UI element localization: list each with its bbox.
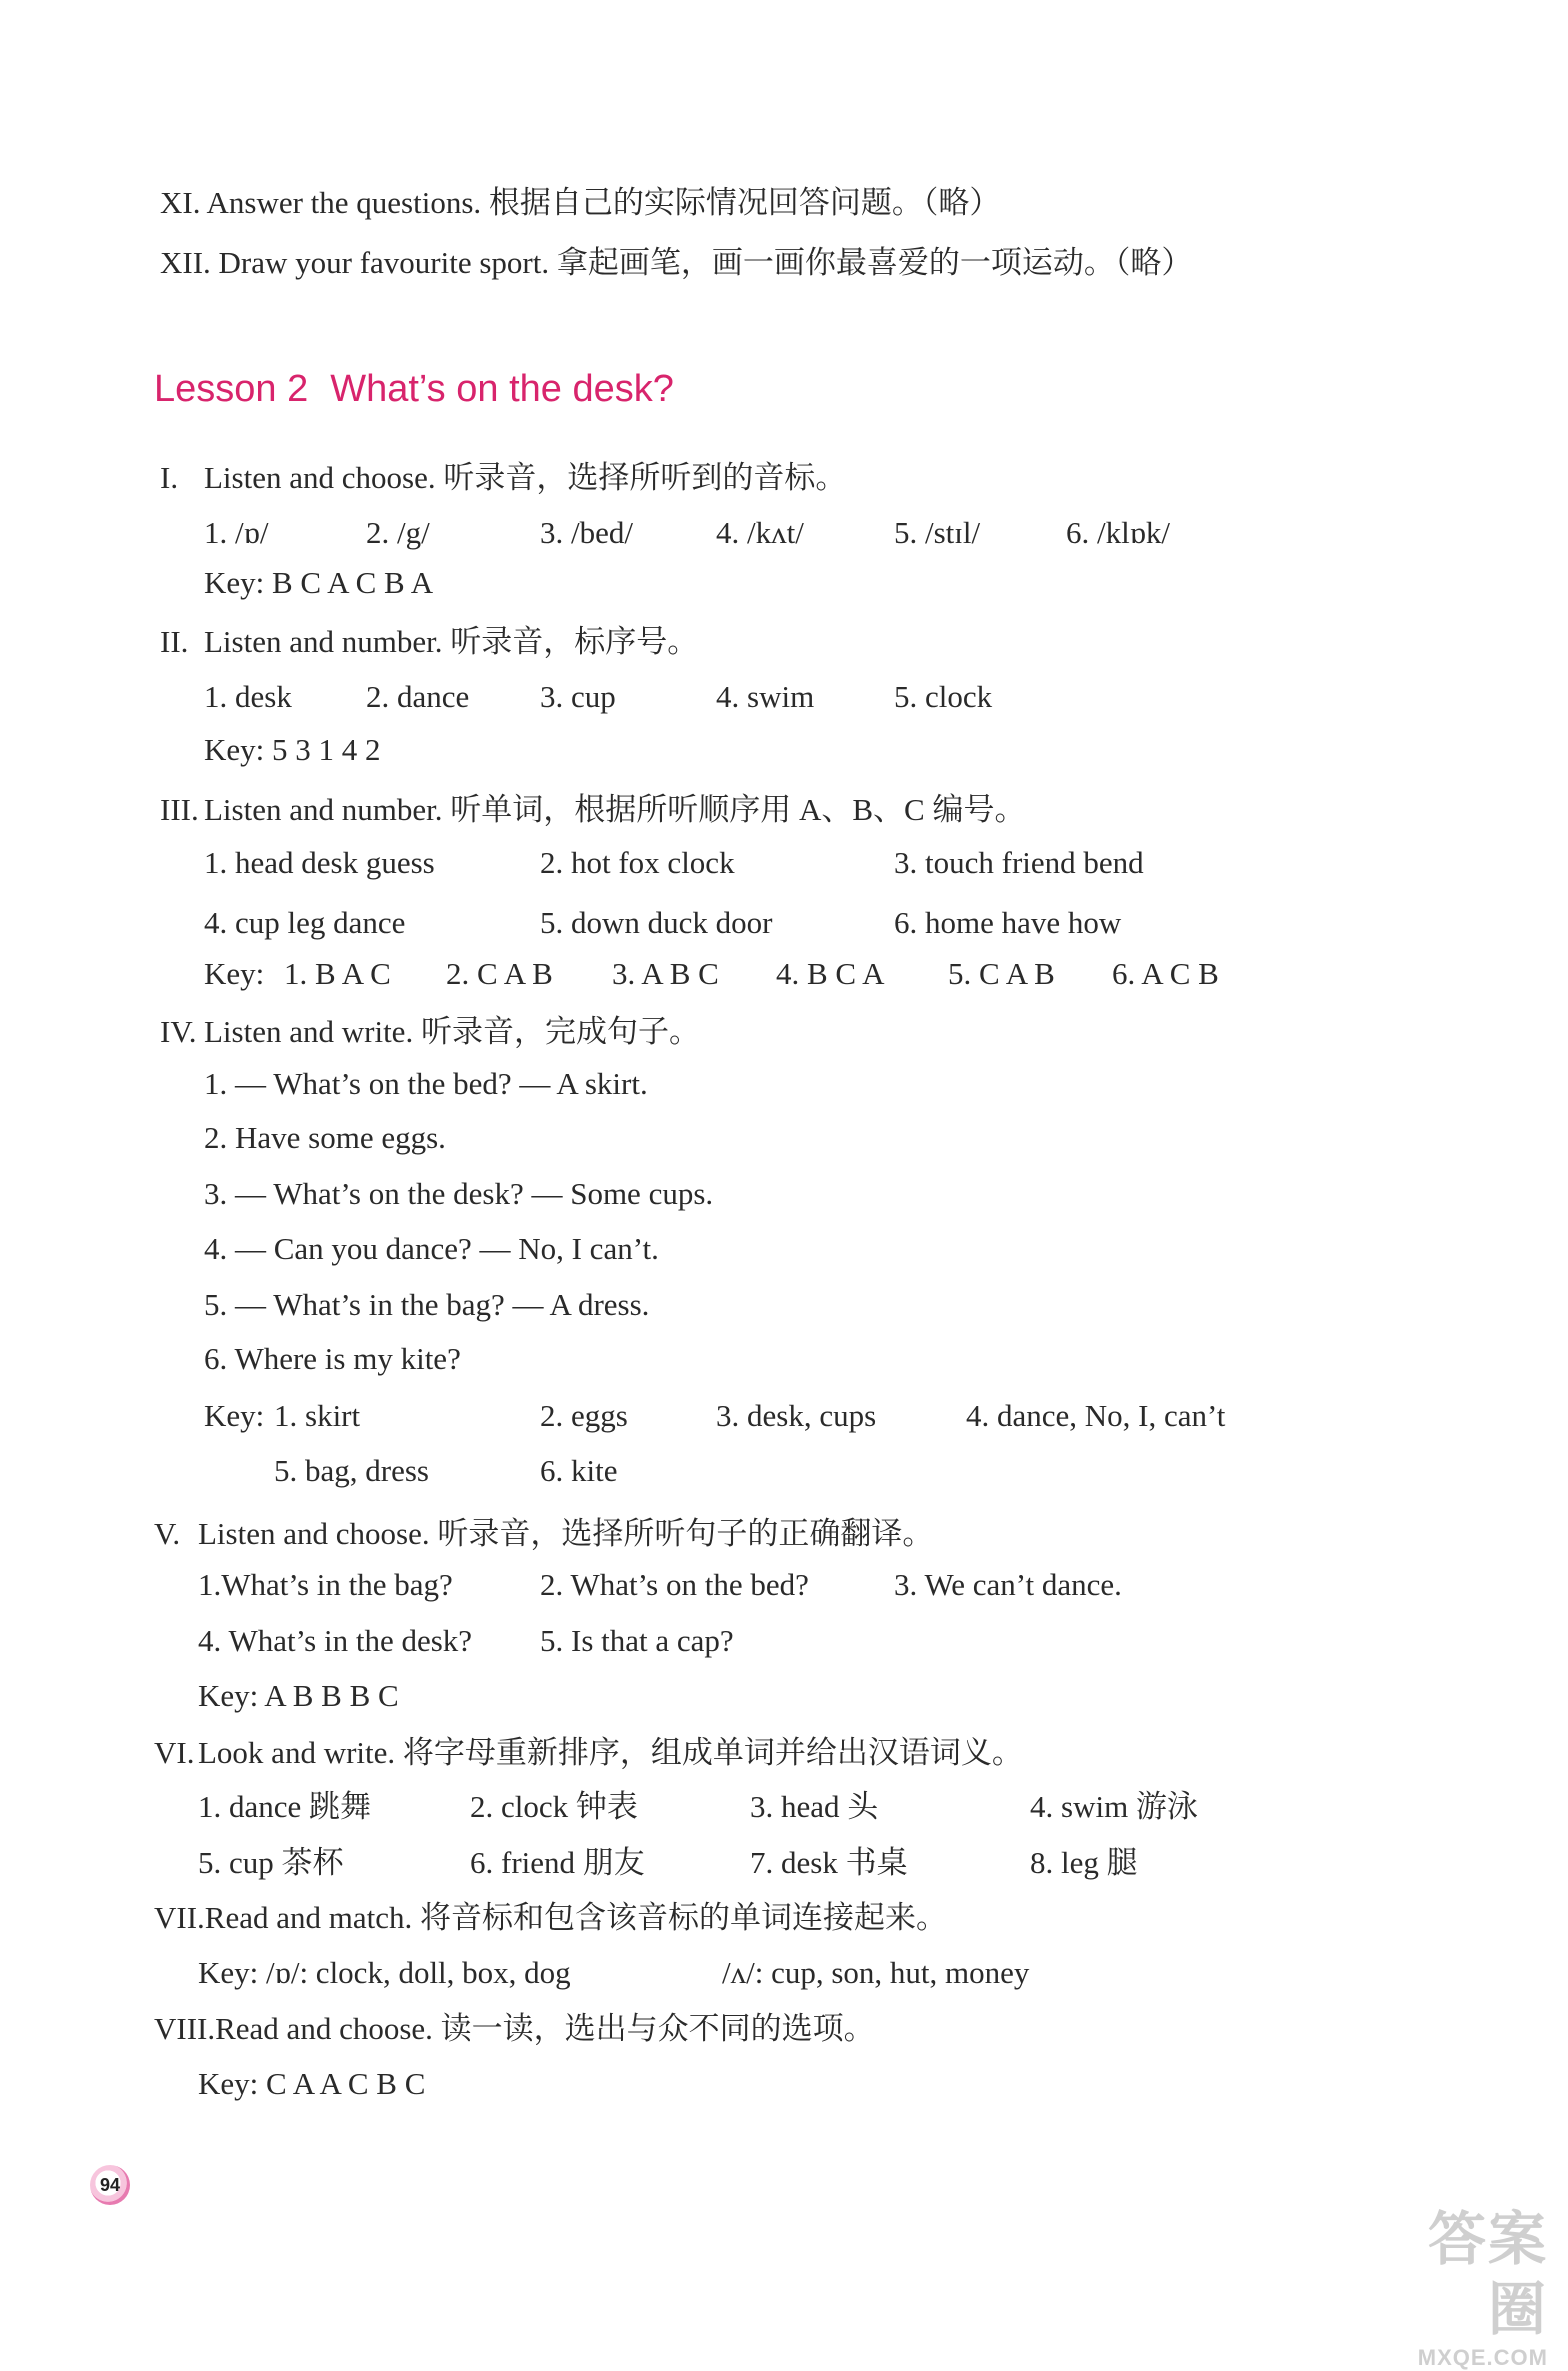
list-item: 3. /bed/ [540,515,633,550]
key-item: 5. C A B [948,956,1055,991]
list-item: 3. head 头 [750,1789,879,1824]
list-item: 1.What’s in the bag? [198,1567,453,1602]
section-2-key: Key: 5 3 1 4 2 [204,732,381,767]
key-item: /ʌ/: cup, son, hut, money [722,1955,1030,1990]
section-3-heading [160,790,1025,830]
lesson-name: What’s on the desk? [330,368,674,410]
list-item: 2. /g/ [366,515,430,550]
list-item: 2. clock 钟表 [470,1789,638,1824]
watermark [1378,2205,1548,2370]
section-2-heading [160,622,698,662]
section-2-items [0,677,1568,717]
list-item: 7. desk 书桌 [750,1845,908,1880]
list-item: 5. cup 茶杯 [198,1845,344,1880]
key-label: Key: [204,956,265,991]
key-item: 4. dance, No, I, can’t [966,1398,1226,1433]
sentence-line: 4. — Can you dance? — No, I can’t. [204,1231,659,1266]
list-item: 1. /ɒ/ [204,515,269,550]
section-6-row-2 [0,1843,1568,1883]
section-4-heading [160,1012,700,1052]
section-5-row-2 [0,1621,1568,1661]
section-number: VI. [154,1735,195,1770]
section-title: Listen and number. 听单词，根据所听顺序用 A、B、C 编号。 [204,792,1026,827]
list-item: 5. /stɪl/ [894,515,981,550]
section-title: Read and choose. 读一读，选出与众不同的选项。 [215,2011,875,2046]
exercise-xii-line: XII. Draw your favourite sport. 拿起画笔，画一画你最喜爱的一项运动。（略） [160,245,1193,280]
section-7-heading [154,1898,947,1938]
section-number: V. [154,1516,181,1551]
list-item: 2. hot fox clock [540,845,735,880]
list-item: 1. head desk guess [204,845,435,880]
sentence-line: 1. — What’s on the bed? — A skirt. [204,1066,648,1101]
section-title: Listen and write. 听录音，完成句子。 [204,1014,700,1049]
list-item: 4. What’s in the desk? [198,1623,473,1658]
section-6-row-1 [0,1787,1568,1827]
list-item: 8. leg 腿 [1030,1845,1138,1880]
sentence-line: 3. — What’s on the desk? — Some cups. [204,1176,714,1211]
key-item: 5. bag, dress [274,1453,429,1488]
section-title: Read and match. 将音标和包含该音标的单词连接起来。 [204,1900,947,1935]
key-item: 3. A B C [612,956,719,991]
section-1-key: Key: B C A C B A [204,565,434,600]
section-number: VIII. [154,2011,216,2046]
list-item: 5. down duck door [540,905,773,940]
section-5-row-1 [0,1565,1568,1605]
section-3-row-2 [0,903,1568,943]
sentence-line: 6. Where is my kite? [204,1341,461,1376]
watermark-url: MXQE.COM [1417,2345,1548,2370]
section-6-heading [154,1733,1023,1773]
list-item: 5. Is that a cap? [540,1623,734,1658]
key-item: 1. skirt [274,1398,361,1433]
list-item: 6. friend 朋友 [470,1845,645,1880]
section-5-key: Key: A B B B C [198,1678,399,1713]
key-item: 1. B A C [284,956,391,991]
key-item: 3. desk, cups [716,1398,877,1433]
section-7-key [0,1953,1568,1993]
key-item: 6. kite [540,1453,618,1488]
exercise-xi-line: XI. Answer the questions. 根据自己的实际情况回答问题。（略） [160,185,1001,220]
key-item: 4. B C A [776,956,885,991]
watermark-logo: 答案圈 [1427,2207,1548,2342]
list-item: 4. swim 游泳 [1030,1789,1198,1824]
key-item: 2. eggs [540,1398,628,1433]
section-number: II. [160,624,189,659]
list-item: 3. touch friend bend [894,845,1144,880]
page-number: 94 [90,2165,130,2205]
section-title: Look and write. 将字母重新排序，组成单词并给出汉语词义。 [198,1735,1023,1770]
key-item: Key: /ɒ/: clock, doll, box, dog [198,1955,571,1990]
section-title: Listen and number. 听录音，标序号。 [204,624,699,659]
list-item: 4. swim [716,679,815,714]
list-item: 2. dance [366,679,470,714]
section-3-key [0,954,1568,994]
list-item: 3. cup [540,679,616,714]
key-item: 2. C A B [446,956,553,991]
list-item: 1. dance 跳舞 [198,1789,372,1824]
list-item: 3. We can’t dance. [894,1567,1122,1602]
list-item: 1. desk [204,679,292,714]
key-item: 6. A C B [1112,956,1219,991]
section-title: Listen and choose. 听录音，选择所听句子的正确翻译。 [198,1516,934,1551]
list-item: 2. What’s on the bed? [540,1567,809,1602]
list-item: 6. /klɒk/ [1066,515,1171,550]
section-title: Listen and choose. 听录音，选择所听到的音标。 [204,460,847,495]
section-8-heading [154,2009,875,2049]
section-number: VII. [154,1900,205,1935]
sentence-line: 5. — What’s in the bag? — A dress. [204,1287,650,1322]
sentence-line: 2. Have some eggs. [204,1120,446,1155]
section-number: III. [160,792,199,827]
lesson-title [154,368,674,411]
section-4-key-row-1 [0,1396,1568,1436]
key-label: Key: [204,1398,265,1433]
section-number: I. [160,460,179,495]
section-4-key-row-2 [0,1451,1568,1491]
list-item: 4. /kʌt/ [716,515,804,550]
list-item: 4. cup leg dance [204,905,406,940]
section-8-key: Key: C A A C B C [198,2066,426,2101]
list-item: 5. clock [894,679,993,714]
lesson-label: Lesson 2 [154,368,309,410]
section-5-heading [154,1514,933,1554]
section-3-row-1 [0,843,1568,883]
section-1-heading [160,458,846,498]
list-item: 6. home have how [894,905,1122,940]
section-number: IV. [160,1014,197,1049]
section-1-items [0,513,1568,553]
